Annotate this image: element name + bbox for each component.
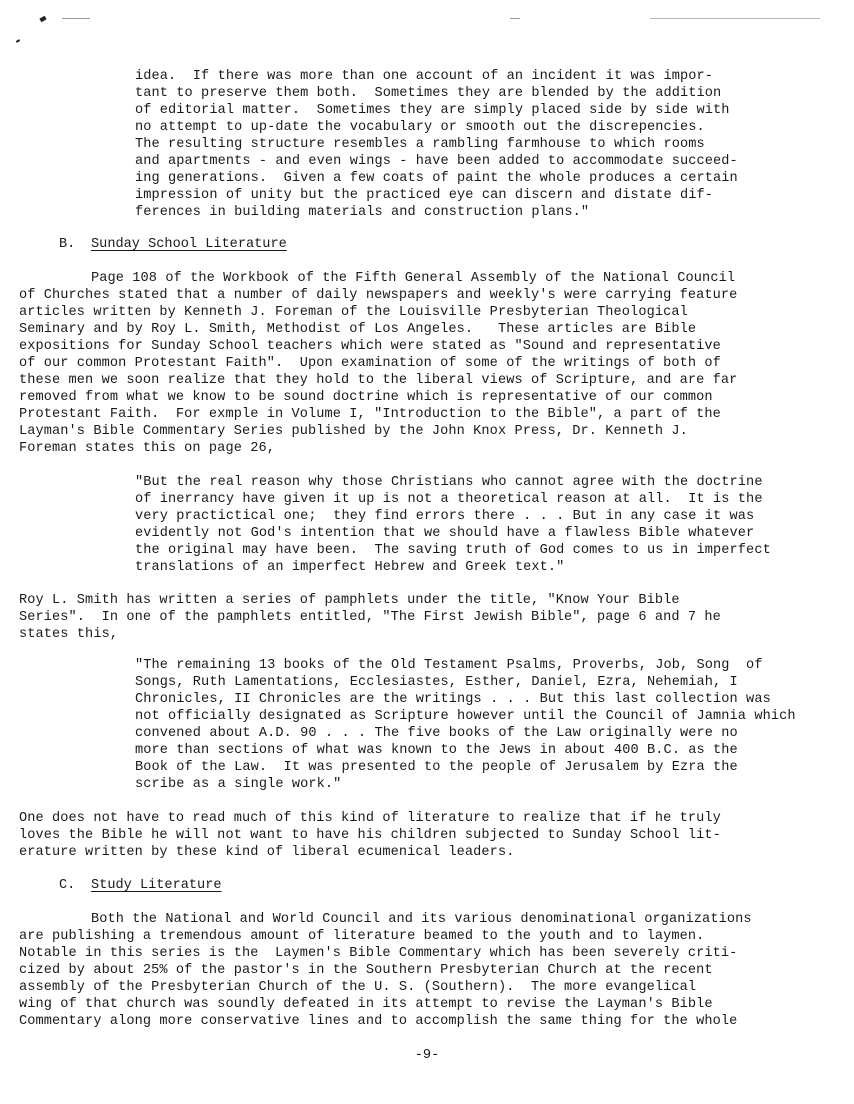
text-line: ing generations. Given a few coats of paint the whole produces a certain bbox=[135, 171, 738, 186]
text-line: more than sections of what was known to the Jews in about 400 B.C. as the bbox=[135, 743, 738, 758]
scan-artifact-line bbox=[510, 18, 520, 19]
text-line: tant to preserve them both. Sometimes they are blended by the addition bbox=[135, 86, 722, 101]
section-title: Sunday School Literature bbox=[91, 237, 287, 252]
scan-artifact-line bbox=[650, 18, 820, 19]
text-line: Page 108 of the Workbook of the Fifth General Assembly of the National Council bbox=[91, 271, 736, 286]
text-line: Songs, Ruth Lamentations, Ecclesiastes, Esther, Daniel, Ezra, Nehemiah, I bbox=[135, 675, 738, 690]
text-line: loves the Bible he will not want to have his children subjected to Sunday School lit- bbox=[19, 828, 721, 843]
text-line: and apartments - and even wings - have been added to accommodate succeed- bbox=[135, 154, 738, 169]
section-letter: C. bbox=[59, 878, 76, 893]
text-line: evidently not God's intention that we should have a flawless Bible whatever bbox=[135, 526, 755, 541]
text-line: very practictical one; they find errors there . . . But in any case it was bbox=[135, 509, 755, 524]
text-line: Layman's Bible Commentary Series published by the John Knox Press, Dr. Kenneth J. bbox=[19, 424, 688, 439]
text-line: Notable in this series is the Laymen's Bible Commentary which has been severely criti- bbox=[19, 946, 738, 961]
text-line: Seminary and by Roy L. Smith, Methodist of Los Angeles. These articles are Bible bbox=[19, 322, 697, 337]
text-line: the original may have been. The saving truth of God comes to us in imperfect bbox=[135, 543, 771, 558]
text-line: these men we soon realize that they hold to the liberal views of Scripture, and are far bbox=[19, 373, 738, 388]
text-line: Commentary along more conservative lines and to accomplish the same thing for the whole bbox=[19, 1014, 738, 1029]
text-line: scribe as a single work." bbox=[135, 777, 342, 792]
text-line: Foreman states this on page 26, bbox=[19, 441, 275, 456]
scan-artifact-mark bbox=[16, 39, 20, 43]
text-line: ferences in building materials and construction plans." bbox=[135, 205, 590, 220]
section-letter: B. bbox=[59, 237, 76, 252]
text-line: articles written by Kenneth J. Foreman of the Louisville Presbyterian Theological bbox=[19, 305, 688, 320]
text-line: Series". In one of the pamphlets entitled, "The First Jewish Bible", page 6 and 7 he bbox=[19, 610, 721, 625]
text-line: Both the National and World Council and its various denominational organizations bbox=[91, 912, 752, 927]
text-line: states this, bbox=[19, 627, 119, 642]
text-line: wing of that church was soundly defeated in its attempt to revise the Layman's Bible bbox=[19, 997, 713, 1012]
text-line: Book of the Law. It was presented to the people of Jerusalem by Ezra the bbox=[135, 760, 738, 775]
text-line: expositions for Sunday School teachers which were stated as "Sound and representative bbox=[19, 339, 721, 354]
page-number: -9- bbox=[414, 1048, 440, 1063]
text-line: The resulting structure resembles a rambling farmhouse to which rooms bbox=[135, 137, 705, 152]
scan-artifact-mark bbox=[39, 16, 46, 22]
text-line: "The remaining 13 books of the Old Testament Psalms, Proverbs, Job, Song of bbox=[135, 658, 763, 673]
text-line: idea. If there was more than one account of an incident it was impor- bbox=[135, 69, 714, 84]
text-line: no attempt to up-date the vocabulary or smooth out the discrepencies. bbox=[135, 120, 705, 135]
text-line: erature written by these kind of liberal ecumenical leaders. bbox=[19, 845, 515, 860]
text-line: Protestant Faith. For exmple in Volume I, "Introduction to the Bible", a part of the bbox=[19, 407, 721, 422]
text-line: One does not have to read much of this kind of literature to realize that if he truly bbox=[19, 811, 721, 826]
text-line: not officially designated as Scripture however until the Council of Jamnia which bbox=[135, 709, 796, 724]
text-line: translations of an imperfect Hebrew and Greek text." bbox=[135, 560, 565, 575]
text-line: impression of unity but the practiced eye can discern and distate dif- bbox=[135, 188, 714, 203]
text-line: convened about A.D. 90 . . . The five books of the Law originally were no bbox=[135, 726, 738, 741]
text-line: assembly of the Presbyterian Church of the U. S. (Southern). The more evangelical bbox=[19, 980, 697, 995]
text-line: removed from what we know to be sound doctrine which is representative of our common bbox=[19, 390, 713, 405]
text-line: of editorial matter. Sometimes they are simply placed side by side with bbox=[135, 103, 730, 118]
text-line: cized by about 25% of the pastor's in the Southern Presbyterian Church at the recent bbox=[19, 963, 713, 978]
text-line: Roy L. Smith has written a series of pamphlets under the title, "Know Your Bible bbox=[19, 593, 680, 608]
text-line: are publishing a tremendous amount of literature beamed to the youth and to laymen. bbox=[19, 929, 705, 944]
text-line: of our common Protestant Faith". Upon examination of some of the writings of both of bbox=[19, 356, 721, 371]
scan-artifact-line bbox=[62, 18, 90, 19]
section-title: Study Literature bbox=[91, 878, 222, 893]
text-line: "But the real reason why those Christians who cannot agree with the doctrine bbox=[135, 475, 763, 490]
text-line: of inerrancy have given it up is not a theoretical reason at all. It is the bbox=[135, 492, 763, 507]
text-line: Chronicles, II Chronicles are the writings . . . But this last collection was bbox=[135, 692, 771, 707]
text-line: of Churches stated that a number of daily newspapers and weekly's were carrying feature bbox=[19, 288, 738, 303]
